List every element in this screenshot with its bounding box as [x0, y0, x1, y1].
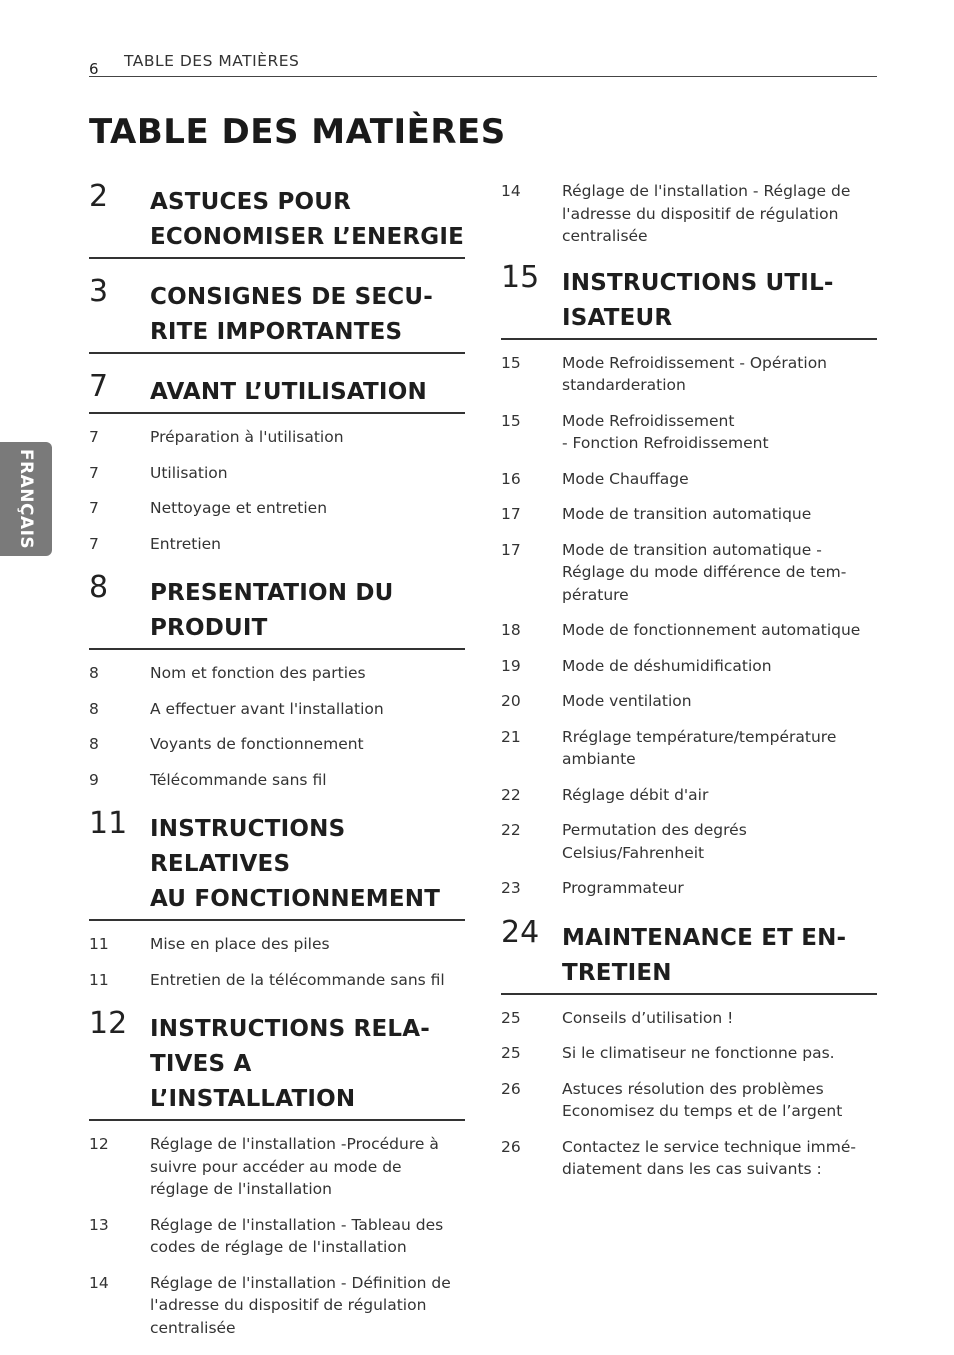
toc-entry-title: Entretien — [150, 534, 222, 553]
toc-section-heading — [89, 807, 465, 921]
toc-section-heading — [501, 916, 877, 995]
toc-entry — [501, 1078, 877, 1123]
toc-entry-title: Mode ventilation — [562, 692, 692, 710]
running-header-title: TABLE DES MATIÈRES — [124, 52, 300, 70]
toc-entry-title: Astuces résolution des problèmes Economisez du temps et de l’argent — [562, 1079, 843, 1120]
toc-entry-title: Nettoyage et entretien — [150, 499, 328, 517]
page-header — [89, 52, 877, 77]
toc-section-page-number: 24 — [501, 914, 540, 950]
toc-entry — [501, 655, 877, 678]
toc-entry-page-number: 18 — [501, 621, 521, 639]
toc-entry-title: Réglage de l'installation -Procédure à suivre pour accéder au mode de réglage de l'installation — [150, 1135, 439, 1198]
toc-entry-page-number: 15 — [501, 353, 521, 372]
toc-entry — [89, 662, 465, 685]
toc-section-page-number: 8 — [89, 570, 109, 605]
toc-entry-title: Utilisation — [150, 463, 228, 482]
toc-entry — [501, 784, 877, 807]
toc-entry-page-number: 11 — [89, 970, 109, 989]
toc-entry-page-number: 25 — [501, 1044, 521, 1062]
toc-entry-title: Rréglage température/température ambiante — [562, 727, 837, 768]
toc-entry-page-number: 16 — [501, 469, 521, 488]
toc-entry-title: Mode Refroidissement - Opération standarderation — [562, 353, 827, 394]
toc-left-column — [89, 180, 465, 1355]
toc-entry — [501, 180, 877, 248]
toc-entry — [501, 1007, 877, 1030]
toc-entry-title: Entretien de la télécommande sans fil — [150, 970, 445, 989]
toc-section-title: INSTRUCTIONS RELATIVES AU FONCTIONNEMENT — [150, 816, 441, 912]
toc-entry-page-number: 12 — [89, 1135, 109, 1153]
toc-section-heading — [501, 261, 877, 340]
toc-entry-page-number: 19 — [501, 656, 521, 675]
toc-entry-title: Préparation à l'utilisation — [150, 428, 344, 446]
toc-right-column — [501, 180, 877, 1197]
toc-section-heading — [89, 180, 465, 259]
page-title: TABLE DES MATIÈRES — [89, 112, 506, 152]
toc-section-title: AVANT L’UTILISATION — [150, 379, 427, 405]
toc-section — [89, 275, 465, 354]
toc-section-page-number: 11 — [89, 806, 128, 841]
toc-entry-title: A effectuer avant l'installation — [150, 699, 384, 718]
toc-entry — [89, 462, 465, 485]
toc-entry — [501, 819, 877, 864]
toc-entry-title: Télécommande sans fil — [150, 770, 327, 789]
toc-section-heading — [89, 370, 465, 414]
toc-entry — [89, 733, 465, 756]
toc-entry-title: Si le climatiseur ne fonctionne pas. — [562, 1044, 835, 1062]
toc-entry-page-number: 7 — [89, 534, 99, 553]
toc-section — [89, 370, 465, 555]
toc-entry — [501, 410, 877, 455]
toc-section-page-number: 15 — [501, 259, 540, 295]
toc-section-title: CONSIGNES DE SECU- RITE IMPORTANTES — [150, 284, 434, 345]
toc-entry-title: Programmateur — [562, 879, 684, 897]
toc-entry-title: Réglage débit d'air — [562, 785, 709, 804]
language-tab — [0, 442, 52, 556]
toc-entry-page-number: 8 — [89, 664, 99, 682]
toc-entry-page-number: 23 — [501, 879, 521, 897]
toc-entry-title: Réglage de l'installation - Réglage de l'adresse du dispositif de régulation centralisée — [562, 182, 851, 245]
toc-entry — [89, 698, 465, 721]
toc-section-page-number: 12 — [89, 1006, 128, 1041]
toc-entry-page-number: 13 — [89, 1215, 109, 1234]
toc-entry-title: Mise en place des piles — [150, 935, 330, 953]
toc-entry-title: Réglage de l'installation - Tableau des codes de réglage de l'installation — [150, 1215, 444, 1256]
toc-entry-page-number: 7 — [89, 463, 99, 482]
toc-entry — [89, 969, 465, 992]
toc-entry-page-number: 26 — [501, 1137, 521, 1156]
toc-entry — [501, 726, 877, 771]
toc-entry-page-number: 15 — [501, 411, 521, 430]
toc-entry — [89, 1133, 465, 1201]
toc-entry-page-number: 8 — [89, 699, 99, 718]
toc-entry — [89, 1272, 465, 1340]
toc-section-title: INSTRUCTIONS UTIL- ISATEUR — [562, 269, 834, 331]
toc-entry-title: Permutation des degrés Celsius/Fahrenheit — [562, 821, 747, 862]
toc-entry — [501, 539, 877, 607]
toc-entry-page-number: 7 — [89, 499, 99, 517]
toc-entry-title: Contactez le service technique immé- diatement dans les cas suivants : — [562, 1137, 856, 1178]
toc-entry — [89, 769, 465, 792]
toc-entry — [501, 468, 877, 491]
toc-section — [501, 261, 877, 900]
toc-entry-page-number: 25 — [501, 1008, 521, 1027]
toc-entry-title: Mode Refroidissement - Fonction Refroidissement — [562, 411, 769, 452]
toc-section — [89, 807, 465, 991]
toc-entry — [501, 1136, 877, 1181]
toc-entry-page-number: 8 — [89, 735, 99, 753]
toc-entry — [89, 1214, 465, 1259]
toc-entry-page-number: 17 — [501, 540, 521, 559]
toc-entry — [89, 497, 465, 520]
toc-entry-page-number: 9 — [89, 770, 99, 789]
toc-entry-page-number: 22 — [501, 821, 521, 839]
toc-entry-title: Réglage de l'installation - Définition de l'adresse du dispositif de régulation centralisée — [150, 1273, 451, 1337]
toc-entry-title: Conseils d’utilisation ! — [562, 1008, 734, 1027]
toc-entry-title: Nom et fonction des parties — [150, 664, 366, 682]
toc-entry-title: Mode de fonctionnement automatique — [562, 621, 861, 639]
toc-entry-page-number: 7 — [89, 428, 99, 446]
toc-section-page-number: 2 — [89, 179, 109, 214]
toc-section-page-number: 7 — [89, 369, 109, 404]
toc-entry — [501, 619, 877, 642]
language-tab-label: FRANÇAIS — [16, 448, 36, 550]
toc-entry-title: Mode Chauffage — [562, 469, 689, 488]
toc-entry-title: Mode de transition automatique — [562, 505, 812, 523]
toc-entry-page-number: 21 — [501, 727, 521, 746]
toc-entry — [89, 933, 465, 956]
toc-entry — [501, 1042, 877, 1065]
toc-section-title: ASTUCES POUR ECONOMISER L’ENERGIE — [150, 189, 465, 250]
toc-section — [501, 916, 877, 1181]
toc-section — [89, 180, 465, 259]
toc-section-title: MAINTENANCE ET EN- TRETIEN — [562, 924, 847, 986]
page-number: 6 — [89, 60, 99, 78]
toc-entry-page-number: 20 — [501, 692, 521, 710]
toc-entry — [89, 426, 465, 449]
toc-entry-page-number: 14 — [501, 182, 521, 200]
toc-entry — [501, 690, 877, 713]
toc-entry-title: Mode de déshumidification — [562, 656, 772, 675]
toc-section-heading — [89, 1007, 465, 1121]
toc-entry-title: Voyants de fonctionnement — [150, 735, 364, 753]
toc-entry-page-number: 22 — [501, 785, 521, 804]
toc-entry — [89, 533, 465, 556]
toc-section-page-number: 3 — [89, 274, 109, 309]
toc-entry-page-number: 17 — [501, 505, 521, 523]
toc-entry-title: Mode de transition automatique - Réglage du mode différence de tem- pérature — [562, 540, 847, 604]
toc-entry — [501, 352, 877, 397]
toc-section-title: INSTRUCTIONS RELA- TIVES A L’INSTALLATION — [150, 1016, 430, 1112]
toc-section — [89, 571, 465, 791]
toc-section — [89, 1007, 465, 1339]
toc-section-heading — [89, 275, 465, 354]
toc-section-title: PRESENTATION DU PRODUIT — [150, 580, 394, 641]
toc-entry-page-number: 26 — [501, 1079, 521, 1098]
toc-entry-page-number: 11 — [89, 935, 109, 953]
toc-entry — [501, 877, 877, 900]
toc-entry-page-number: 14 — [89, 1273, 109, 1292]
toc-entry — [501, 503, 877, 526]
toc-section-heading — [89, 571, 465, 650]
